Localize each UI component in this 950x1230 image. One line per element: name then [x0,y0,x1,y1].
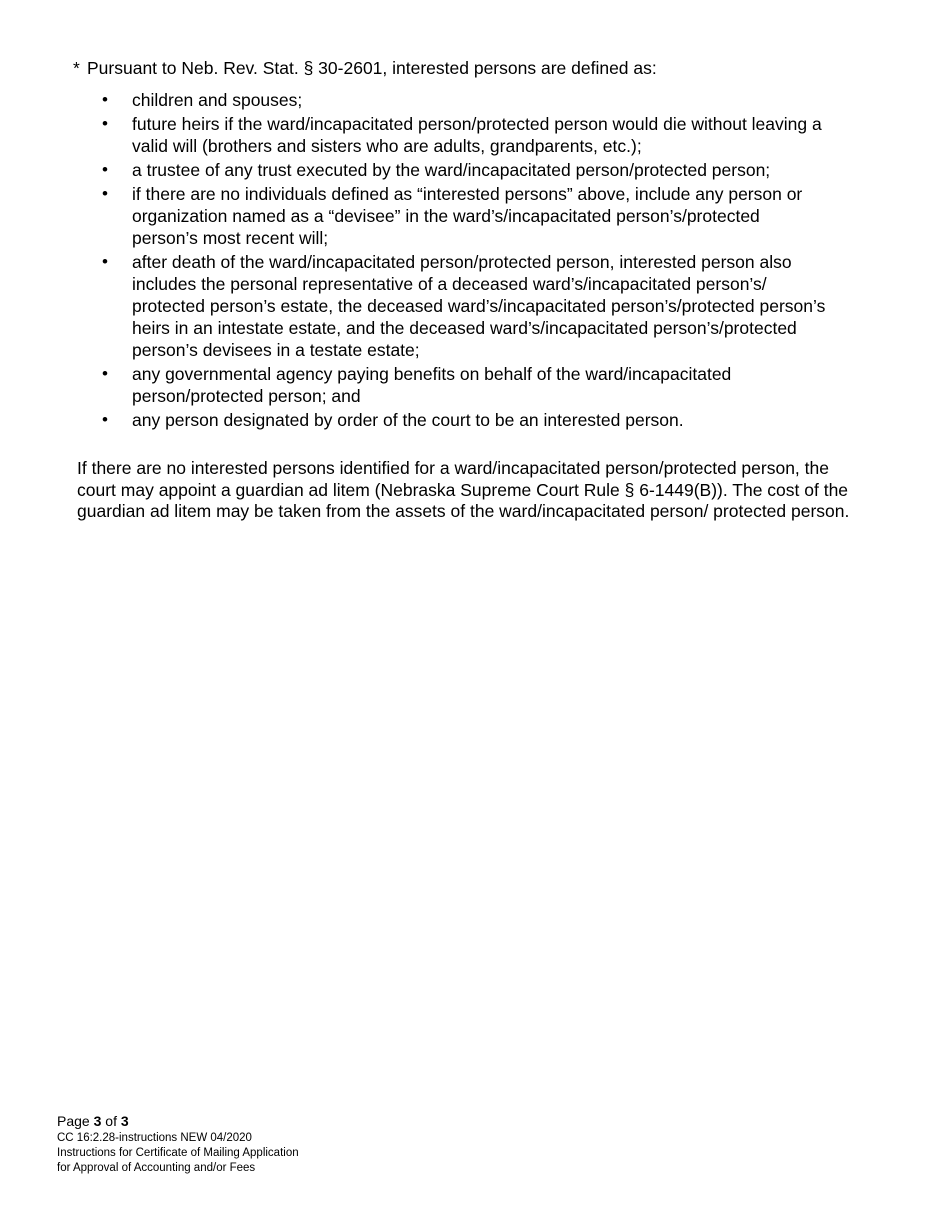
list-item [100,409,830,431]
list-item-text: children and spouses; [132,90,303,110]
guardian-ad-litem-paragraph: If there are no interested persons identified for a ward/incapacitated person/protected person, the court may appoint a guardian ad litem (Nebraska Supreme Court Rule § 6-1449(B)). The cost of the guardian ad litem may be taken from the assets of the ward/incapacitated person/ protected person. [77,458,850,521]
list-item [100,251,830,361]
list-item [100,113,830,157]
asterisk-marker: * [73,58,80,78]
list-item-text: any person designated by order of the court to be an interested person. [132,410,684,430]
page-word: Page [57,1113,90,1129]
list-item [100,89,830,111]
bullet-icon: • [102,364,108,383]
page-footer [57,1111,457,1176]
list-item [100,159,830,181]
list-item-text: a trustee of any trust executed by the ward/incapacitated person/protected person; [132,160,771,180]
bullet-icon: • [102,90,108,109]
intro-line [73,57,657,79]
list-item-text: after death of the ward/incapacitated person/protected person, interested person also includes the personal representative of a deceased ward’s/incapacitated person’s/ protected person’s estate, the deceased ward’s/incapacitated person’s/protected person’s heirs in an intestate estate, and the deceased ward’s/incapacitated person’s/protected person’s devisees in a testate estate; [132,252,826,360]
bullet-icon: • [102,410,108,429]
bullet-icon: • [102,184,108,203]
form-title-line2: for Approval of Accounting and/or Fees [57,1162,256,1174]
interested-persons-list [100,89,830,433]
list-item-text: any governmental agency paying benefits on behalf of the ward/incapacitated person/protected person; and [132,364,732,406]
intro-text: Pursuant to Neb. Rev. Stat. § 30-2601, interested persons are defined as: [87,58,657,78]
form-code: CC 16:2.28-instructions NEW 04/2020 [57,1132,252,1144]
bullet-icon: • [102,252,108,271]
list-item [100,363,830,407]
page-current: 3 [93,1113,102,1129]
bullet-icon: • [102,114,108,133]
list-item [100,183,830,249]
list-item-text: future heirs if the ward/incapacitated person/protected person would die without leaving a valid will (brothers and sisters who are adults, grandparents, etc.); [132,114,822,156]
page-total: 3 [120,1113,129,1129]
form-title-line1: Instructions for Certificate of Mailing Application [57,1147,299,1159]
page-number [57,1111,457,1131]
page-of: of [105,1113,117,1129]
list-item-text: if there are no individuals defined as “interested persons” above, include any person or organization named as a “devisee” in the ward’s/incapacitated person’s/protected person’s most recent will; [132,184,803,248]
bullet-icon: • [102,160,108,179]
